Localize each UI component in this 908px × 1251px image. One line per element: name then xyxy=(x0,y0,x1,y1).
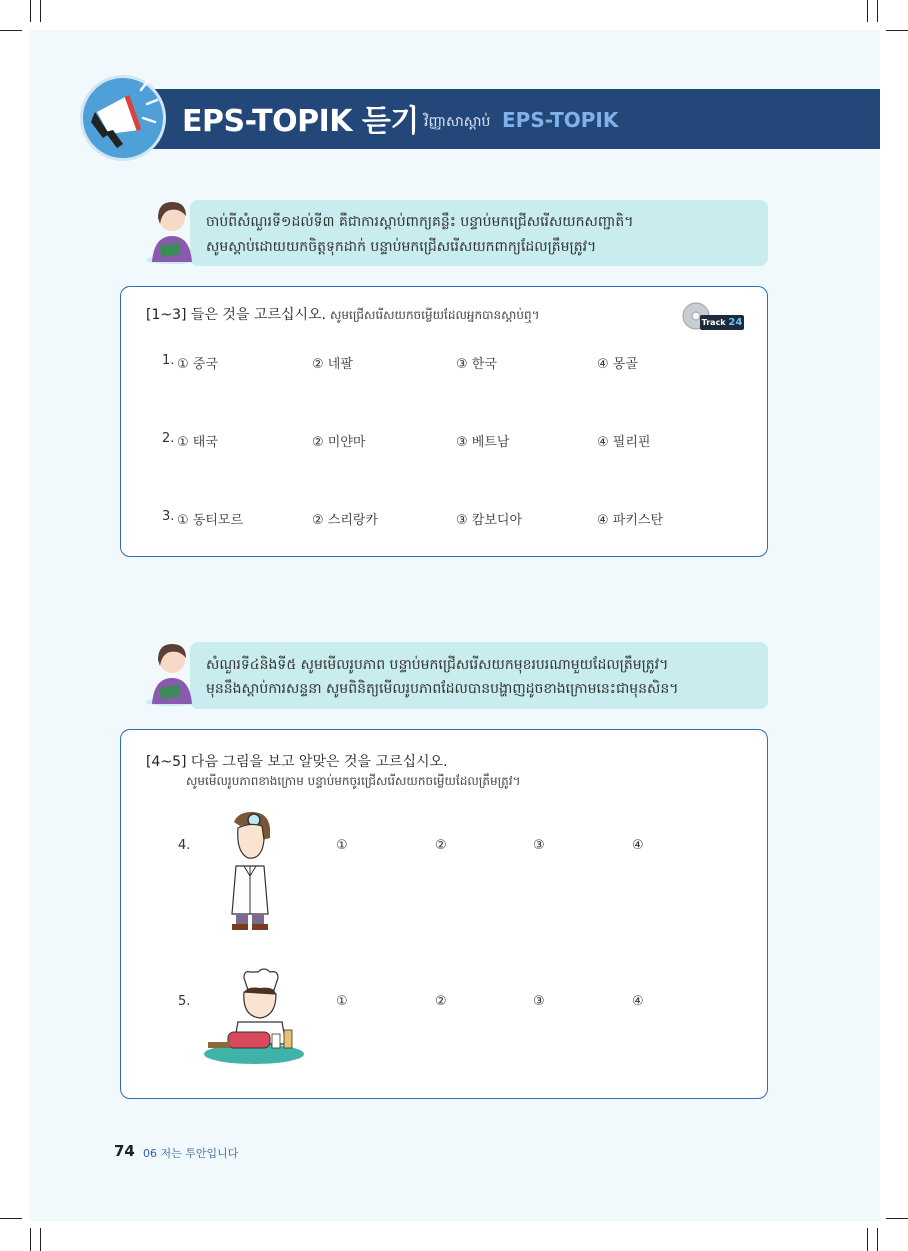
answer-option[interactable]: ③ 캄보디아 xyxy=(456,513,523,528)
teacher-icon xyxy=(142,196,202,264)
answer-option[interactable]: ④ xyxy=(632,838,644,853)
track-number: 24 xyxy=(728,317,743,328)
page-title: EPS-TOPIK 듣기 xyxy=(182,104,419,139)
answer-option[interactable]: ④ 파키스탄 xyxy=(597,513,664,528)
crop-mark xyxy=(40,1228,41,1251)
crop-mark xyxy=(30,1228,31,1251)
answer-option[interactable]: ② 네팔 xyxy=(312,357,353,372)
track-label: Track xyxy=(701,318,726,327)
answer-option[interactable]: ② 스리랑카 xyxy=(312,513,379,528)
instruction-bubble-2 xyxy=(190,642,768,709)
track-badge[interactable] xyxy=(700,315,744,330)
question-heading-2-khmer: សូមមើលរូបភាពខាងក្រោម បន្ទាប់មកចូរជ្រើសរើសយកចម្លើយដែលត្រឹមត្រូវ។ xyxy=(186,774,521,788)
question-number: 4. xyxy=(178,838,191,853)
crop-mark xyxy=(0,30,22,31)
question-number: 1. xyxy=(162,353,175,368)
question-number: 3. xyxy=(162,509,175,524)
instruction-line: ចាប់ពីសំណួរទី១ដល់ទី៣ គឺជាការស្ដាប់ពាក្យគន្លឹះ បន្ទាប់មកជ្រើសរើសយកសញ្ជាតិ។ xyxy=(206,214,634,230)
crop-mark xyxy=(0,1218,22,1219)
question-label-khmer: សូមជ្រើសរើសយកចម្លើយដែលអ្នកបានស្ដាប់ឮ។ xyxy=(330,308,540,322)
instruction-line: សំណួរទី៤និងទី៥ សូមមើលរូបភាព បន្ទាប់មកជ្រើសរើសយកមុខរបរណាមួយដែលត្រឹមត្រូវ។ xyxy=(206,657,669,673)
answer-option[interactable]: ④ 몽골 xyxy=(597,357,638,372)
crop-mark xyxy=(877,0,878,22)
answer-option[interactable]: ① 중국 xyxy=(177,357,218,372)
answer-option[interactable]: ② xyxy=(435,994,447,1009)
page-subtitle: EPS-TOPIK xyxy=(502,108,619,132)
answer-option[interactable]: ③ 베트남 xyxy=(456,435,510,450)
question-heading-1 xyxy=(146,304,540,325)
instruction-line: មុននឹងស្ដាប់ការសន្ទនា សូមពិនិត្យមើលរូបភាពដែលបានបង្ហាញដូចខាងក្រោមនេះជាមុនសិន។ xyxy=(206,681,679,697)
page-subtitle-khmer: វិញ្ញាសាស្ដាប់ xyxy=(424,114,491,130)
chef-illustration xyxy=(200,968,306,1066)
answer-option[interactable]: ③ 한국 xyxy=(456,357,497,372)
crop-mark xyxy=(886,30,908,31)
answer-option[interactable]: ① xyxy=(336,994,348,1009)
megaphone-badge xyxy=(80,75,166,161)
chapter-title: 06 저는 투안입니다 xyxy=(143,1147,239,1160)
answer-option[interactable]: ① 동티모르 xyxy=(177,513,244,528)
answer-option[interactable]: ④ 필리핀 xyxy=(597,435,651,450)
crop-mark xyxy=(867,0,868,22)
doctor-illustration xyxy=(222,810,278,932)
crop-mark xyxy=(877,1228,878,1251)
instruction-line: សូមស្ដាប់ដោយយកចិត្តទុកដាក់ បន្ទាប់មកជ្រើសរើសយកពាក្យដែលត្រឹមត្រូវ។ xyxy=(206,239,597,255)
answer-option[interactable]: ① 태국 xyxy=(177,435,218,450)
crop-mark xyxy=(40,0,41,22)
answer-option[interactable]: ② xyxy=(435,838,447,853)
answer-option[interactable]: ② 미얀마 xyxy=(312,435,366,450)
crop-mark xyxy=(886,1218,908,1219)
instruction-bubble-1 xyxy=(190,200,768,266)
question-label: [1~3] 들은 것을 고르십시오. xyxy=(146,307,326,323)
crop-mark xyxy=(30,0,31,22)
answer-option[interactable]: ① xyxy=(336,838,348,853)
teacher-icon xyxy=(142,638,202,706)
crop-mark xyxy=(867,1228,868,1251)
page-number: 74 xyxy=(114,1142,135,1160)
answer-option[interactable]: ③ xyxy=(533,994,545,1009)
question-heading-2: [4~5] 다음 그림을 보고 알맞은 것을 고르십시오. xyxy=(146,754,448,770)
question-number: 5. xyxy=(178,994,191,1009)
answer-option[interactable]: ③ xyxy=(533,838,545,853)
question-number: 2. xyxy=(162,431,175,446)
answer-option[interactable]: ④ xyxy=(632,994,644,1009)
megaphone-icon xyxy=(83,78,163,158)
